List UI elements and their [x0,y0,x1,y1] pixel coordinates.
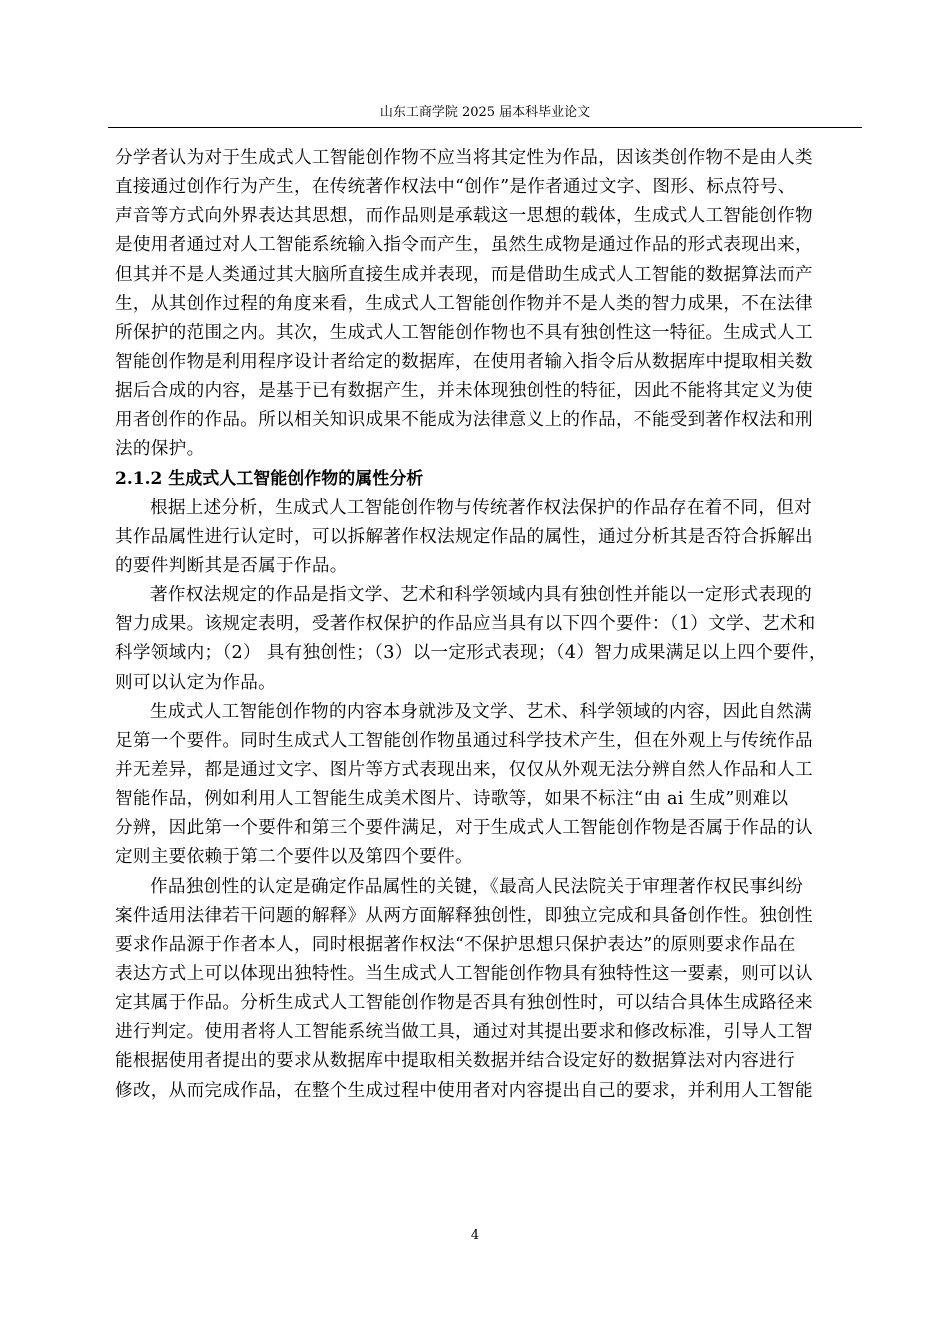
paragraph [115,581,865,698]
header-rule [108,127,862,128]
paragraph-line: 进行判定。使用者将人工智能系统当做工具，通过对其提出要求和修改标准，引导人工智 [115,1022,813,1043]
paragraph-line: 其作品属性进行认定时，可以拆解著作权法规定作品的属性，通过分析其是否符合拆解出 [115,526,813,547]
paragraph [115,494,865,581]
paragraph-line: 智力成果。该规定表明，受著作权保护的作品应当具有以下四个要件：（1）文学、艺术和 [115,614,816,635]
paragraph [115,698,865,873]
paragraph-line: 法的保护。 [115,439,205,460]
paragraph-line: 定其属于作品。分析生成式人工智能创作物是否具有独创性时，可以结合具体生成路径来 [115,993,813,1014]
paragraph-line: 则可以认定为作品。 [115,672,277,693]
paragraph [115,873,865,1106]
paragraph-line: 生成式人工智能创作物的内容本身就涉及文学、艺术、科学领域的内容，因此自然满 [150,701,813,722]
running-header: 山东工商学院 2025 届本科毕业论文 [379,105,591,120]
paragraph-line: 智能作品，例如利用人工智能生成美术图片、诗歌等，如果不标注“由 ai 生成”则难以 [115,789,789,810]
paragraph-line: 用者创作的作品。所以相关知识成果不能成为法律意义上的作品，不能受到著作权法和刑 [115,410,813,431]
paragraph-line: 表达方式上可以体现出独特性。当生成式人工智能创作物具有独特性这一要素，则可以认 [115,963,813,984]
section-heading [115,465,865,494]
paragraph-line: 生，从其创作过程的角度来看，生成式人工智能创作物并不是人类的智力成果，不在法律 [115,293,813,314]
paragraph-line: 作品独创性的认定是确定作品属性的关键，《最高人民法院关于审理著作权民事纠纷 [150,876,804,897]
paragraph-line: 直接通过创作行为产生，在传统著作权法中“创作”是作者通过文字、图形、标点符号、 [115,177,796,198]
paragraph-line: 的要件判断其是否属于作品。 [115,555,348,576]
paragraph-line: 足第一个要件。同时生成式人工智能创作物虽通过科学技术产生，但在外观上与传统作品 [115,730,813,751]
heading-text: 2.1.2 生成式人工智能创作物的属性分析 [115,468,424,489]
paragraph-line: 著作权法规定的作品是指文学、艺术和科学领域内具有独创性并能以一定形式表现的 [150,585,813,606]
paragraph-line: 案件适用法律若干问题的解释》从两方面解释独创性，即独立完成和具备创作性。独创性 [115,905,813,926]
paragraph-line: 所保护的范围之内。其次，生成式人工智能创作物也不具有独创性这一特征。生成式人工 [115,322,813,343]
paragraph [115,144,865,465]
paragraph-line: 科学领域内；（2） 具有独创性；（3）以一定形式表现；（4）智力成果满足以上四个要件， [115,643,827,664]
paragraph-line: 据后合成的内容，是基于已有数据产生，并未体现独创性的特征，因此不能将其定义为使 [115,381,813,402]
paragraph-line: 分学者认为对于生成式人工智能创作物不应当将其定性为作品，因该类创作物不是由人类 [115,148,813,168]
paragraph-line: 根据上述分析，生成式人工智能创作物与传统著作权法保护的作品存在着不同，但对 [150,497,813,518]
paragraph-line: 并无差异，都是通过文字、图片等方式表现出来，仅仅从外观无法分辨自然人作品和人工 [115,759,813,780]
paragraph-line: 分辨，因此第一个要件和第三个要件满足，对于生成式人工智能创作物是否属于作品的认 [115,818,813,839]
paragraph-line: 是使用者通过对人工智能系统输入指令而产生，虽然生成物是通过作品的形式表现出来， [115,235,813,256]
paragraph-line: 修改，从而完成作品，在整个生成过程中使用者对内容提出自己的要求，并利用人工智能 [115,1080,813,1101]
paragraph-line: 声音等方式向外界表达其思想，而作品则是承载这一思想的载体，生成式人工智能创作物 [115,206,813,227]
paragraph-line: 要求作品源于作者本人，同时根据著作权法“不保护思想只保护表达”的原则要求作品在 [115,934,796,955]
document-body [115,144,865,1106]
paragraph-line: 能根据使用者提出的要求从数据库中提取相关数据并结合设定好的数据算法对内容进行 [115,1051,795,1072]
paragraph-line: 但其并不是人类通过其大脑所直接生成并表现，而是借助生成式人工智能的数据算法而产 [115,264,813,285]
paragraph-line: 智能创作物是利用程序设计者给定的数据库，在使用者输入指令后从数据库中提取相关数 [115,351,813,372]
paragraph-line: 定则主要依赖于第二个要件以及第四个要件。 [115,847,473,868]
page-number: 4 [470,1228,480,1243]
